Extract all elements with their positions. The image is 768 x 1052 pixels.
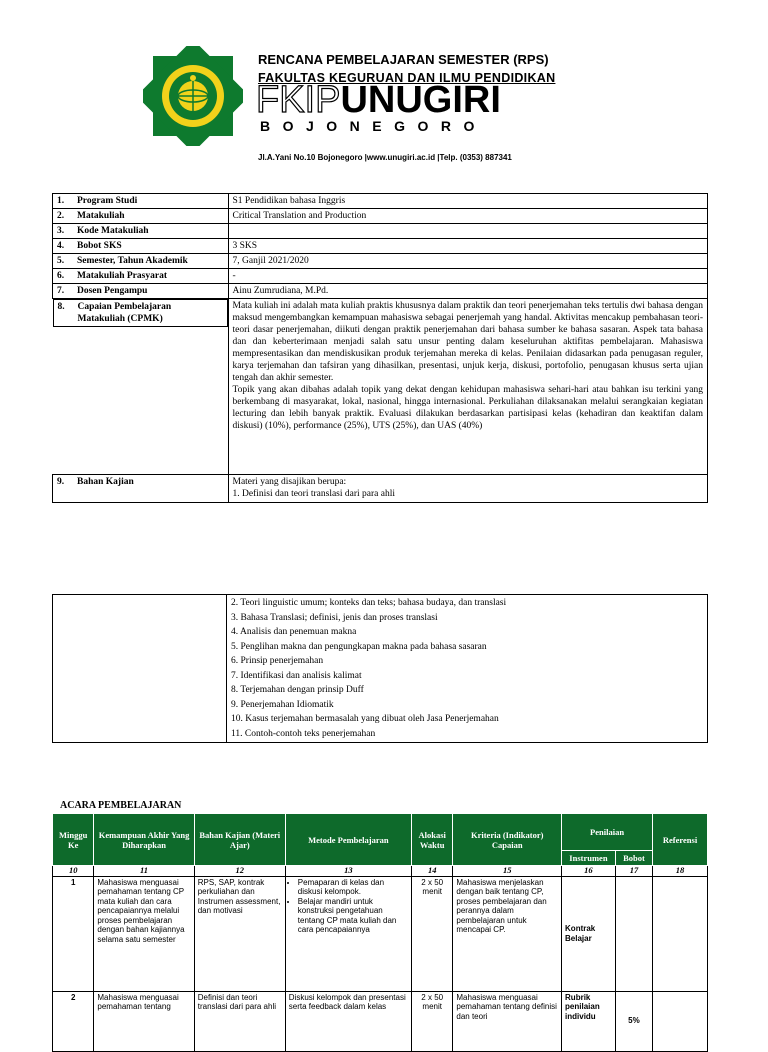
bahan-cell: RPS, SAP, kontrak perkuliahan dan Instrumen assessment, dan motivasi [194,876,285,991]
acara-row [53,991,708,1051]
row-number: 2. [57,211,65,221]
instrumen-cell: Kontrak Belajar [562,876,616,991]
row-label: Program Studi [77,196,138,206]
bahan-item: 11. Contoh-contoh teks penerjemahan [231,728,376,739]
week-number: 2 [53,991,94,1051]
faculty-name: FAKULTAS KEGURUAN DAN ILMU PENDIDIKAN [258,71,556,85]
row-label: Bahan Kajian [77,477,134,487]
info-row [53,239,708,254]
brand-thin: FKIP [256,79,341,121]
university-logo [143,46,243,146]
col-number: 17 [615,866,652,877]
bahan-item: 7. Identifikasi dan analisis kalimat [231,670,362,681]
info-row [53,194,708,209]
bahan-item: 4. Analisis dan penemuan makna [231,627,357,637]
row-value: Ainu Zumrudiana, M.Pd. [228,284,708,299]
col-number: 14 [412,866,453,877]
brand-bold: UNUGIRI [340,79,501,121]
row-number: 6. [57,271,65,281]
row-label: Matakuliah [77,211,125,221]
col-metode: Metode Pembelajaran [285,814,411,866]
col-number: 12 [194,866,285,877]
course-info-table [52,193,708,503]
col-alokasi: Alokasi Waktu [412,814,453,866]
col-number: 15 [453,866,562,877]
row-value: 3 SKS [228,239,708,254]
row-label: Kode Matakuliah [77,226,149,236]
kemampuan-cell: Mahasiswa menguasai pemahaman tentang [94,991,194,1051]
bahan-item: 5. Penglihan makna dan pengungkapan makna pada bahasa sasaran [231,641,487,652]
week-number: 1 [53,876,94,991]
row-value [228,224,708,239]
address-line: Jl.A.Yani No.10 Bojonegoro |www.unugiri.ac.id |Telp. (0353) 887341 [258,153,512,162]
metode-item: • Belajar mandiri untuk konstruksi pengetahuan tentang CP mata kuliah dan cara pencapaiannya [298,897,408,935]
row-number: 4. [57,241,65,251]
col-bobot: Bobot [615,851,652,866]
row-label: Dosen Pengampu [77,286,148,296]
col-penilaian: Penilaian [562,814,653,851]
bahan-item: 6. Prinsip penerjemahan [231,656,324,666]
bahan-item: 2. Teori linguistic umum; konteks dan teks; bahasa budaya, dan translasi [231,598,507,608]
col-kemampuan: Kemampuan Akhir Yang Diharapkan [94,814,194,866]
bahan-cell: Definisi dan teori translasi dari para ahli [194,991,285,1051]
acara-header-row [53,814,708,851]
alokasi-cell: 2 x 50 menit [412,991,453,1051]
acara-table [52,813,708,1052]
row-number: 1. [57,196,65,206]
bahan-item: 3. Bahasa Translasi; definisi, jenis dan proses translasi [231,612,438,623]
col-bahan: Bahan Kajian (Materi Ajar) [194,814,285,866]
row-label: Semester, Tahun Akademik [77,256,188,266]
row-value: Critical Translation and Production [228,209,708,224]
col-number: 13 [285,866,411,877]
col-instrumen: Instrumen [562,851,616,866]
brand-wordmark [256,80,501,120]
row-label: Bobot SKS [77,241,122,251]
bahan-item: 9. Penerjemahan Idiomatik [231,699,334,710]
cpmk-row [53,299,708,475]
bahan-item: 10. Kasus terjemahan bermasalah yang dibuat oleh Jasa Penerjemahan [231,714,499,724]
row-number: 7. [57,286,65,296]
row-label: Matakuliah Prasyarat [77,271,167,281]
row-number: 9. [57,477,65,487]
row-number: 5. [57,256,65,266]
bahan-row [53,475,708,503]
alokasi-cell: 2 x 50 menit [412,876,453,991]
info-row [53,254,708,269]
document-title: RENCANA PEMBELAJARAN SEMESTER (RPS) [258,52,549,67]
row-value: - [228,269,708,284]
row-number: 8. [57,302,65,312]
row-value: S1 Pendidikan bahasa Inggris [228,194,708,209]
acara-heading: ACARA PEMBELAJARAN [60,800,182,811]
referensi-cell [653,991,708,1051]
info-row [53,269,708,284]
info-row [53,224,708,239]
bahan-intro: Materi yang disajikan berupa: [232,477,347,487]
cpmk-paragraph-2: Topik yang akan dibahas adalah topik yang dekat dengan kehidupan mahasiswa sehari-hari atau bahkan isu terkini yang berkembang di masyarakat, lokal, nasional, hingga internasional. Perkuliahan dilaksanakan melalui serangkaian kegiatan lecturing dan lebih banyak praktik. Evaluasi dilakukan berdasarkan partisipasi kelas (kehadiran dan keaktifan dalam diskusi) (10%), performance (25%), UTS (25%), dan UAS (40%) [232,385,703,431]
metode-cell [285,876,411,991]
col-referensi: Referensi [653,814,708,866]
col-number: 11 [94,866,194,877]
referensi-cell [653,876,708,991]
row-number: 3. [57,226,65,236]
bahan-item: 8. Terjemahan dengan prinsip Duff [231,685,364,695]
metode-item: • Pemaparan di kelas dan diskusi kelompok. [298,878,408,897]
cpmk-paragraph-1: Mata kuliah ini adalah mata kuliah praktis khususnya dalam praktik dan teori penerjemahan teks tertulis dwi bahasa dengan maksud mengembangkan kemampuan mahasiswa sebagai penerjemah yang handal. Aktivitas mencakup pembahasan teori-teori dasar penerjemahan, diikuti dengan praktik penerjemahan dari bahasa sumber ke bahasa sasaran. Aspek tata bahasa dan dan keberterimaan menjadi salah satu unsur penting dalam keseluruhan aktifitas pembelajaran. Mahasiswa mempresentasikan dan mendiskusikan produk terjemahan mereka di kelas. Penilaian didasarkan pada penugasan reguler, karya terjemahan dan tafsiran yang dihasilkan, presentasi, unjuk kerja, diskusi, portofolio, penugasan khusus serta ujian tengah dan akhir semester. [232,301,703,383]
city-name: BOJONEGORO [260,118,487,134]
kriteria-cell: Mahasiswa menjelaskan dengan baik tentang CP, proses pembelajaran dan perannya dalam pembelajaran untuk mencapai CP. [453,876,562,991]
bahan-continuation-row [53,595,708,743]
bobot-cell [615,876,652,991]
row-label: Capaian Pembelajaran Matakuliah (CPMK) [77,302,172,324]
instrumen-cell: Rubrik penilaian individu [562,991,616,1051]
info-row [53,284,708,299]
bahan-continuation-table [52,594,708,743]
acara-row [53,876,708,991]
row-value: 7, Ganjil 2021/2020 [228,254,708,269]
col-number: 10 [53,866,94,877]
bahan-item: 1. Definisi dan teori translasi dari para ahli [232,489,396,499]
col-number: 18 [653,866,708,877]
kriteria-cell: Mahasiswa menguasai pemahaman tentang definisi dan teori [453,991,562,1051]
col-minggu: Minggu Ke [53,814,94,866]
bobot-cell: 5% [615,991,652,1051]
col-number: 16 [562,866,616,877]
info-row [53,209,708,224]
col-kriteria: Kriteria (Indikator) Capaian [453,814,562,866]
kemampuan-cell: Mahasiswa menguasai pemahaman tentang CP mata kuliah dan cara pencapaiannya melalui proses pembelajaran dengan bahan kajiannya selama satu semester [94,876,194,991]
acara-number-row [53,866,708,877]
metode-cell: Diskusi kelompok dan presentasi serta feedback dalam kelas [285,991,411,1051]
